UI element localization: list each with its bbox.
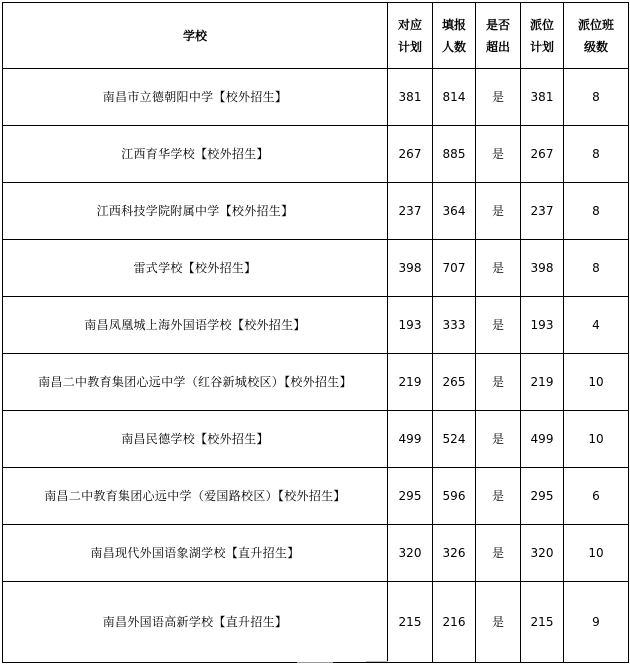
cell-school: 江西育华学校【校外招生】 bbox=[3, 126, 388, 183]
header-exceeded bbox=[476, 3, 521, 69]
cell-applicants: 326 bbox=[433, 525, 476, 582]
cell-applicants: 364 bbox=[433, 183, 476, 240]
table-row bbox=[3, 69, 629, 126]
table-row bbox=[3, 525, 629, 582]
cell-classes: 4 bbox=[564, 297, 629, 354]
cell-applicants: 707 bbox=[433, 240, 476, 297]
table-row bbox=[3, 354, 629, 411]
table-row bbox=[3, 468, 629, 525]
header-exceeded-line1: 是否 bbox=[485, 17, 510, 32]
cell-assigned: 215 bbox=[521, 582, 564, 663]
bottom-edge-mark bbox=[366, 661, 388, 662]
cell-classes: 8 bbox=[564, 69, 629, 126]
cell-school: 江西科技学院附属中学【校外招生】 bbox=[3, 183, 388, 240]
cell-school: 南昌二中教育集团心远中学（红谷新城校区）【校外招生】 bbox=[3, 354, 388, 411]
cell-assigned: 295 bbox=[521, 468, 564, 525]
cell-plan: 295 bbox=[388, 468, 433, 525]
header-school bbox=[3, 3, 388, 69]
header-school-label: 学校 bbox=[182, 28, 207, 43]
cell-school: 南昌二中教育集团心远中学（爱国路校区）【校外招生】 bbox=[3, 468, 388, 525]
header-plan-line1: 对应 bbox=[397, 17, 422, 32]
cell-school: 雷式学校【校外招生】 bbox=[3, 240, 388, 297]
table-row bbox=[3, 582, 629, 663]
cell-exceeded: 是 bbox=[476, 525, 521, 582]
cell-plan: 381 bbox=[388, 69, 433, 126]
header-classes-line1: 派位班 bbox=[577, 17, 614, 32]
cell-exceeded: 是 bbox=[476, 240, 521, 297]
cell-plan: 320 bbox=[388, 525, 433, 582]
cell-classes: 10 bbox=[564, 411, 629, 468]
header-plan bbox=[388, 3, 433, 69]
allocation-table bbox=[2, 2, 629, 663]
header-applicants bbox=[433, 3, 476, 69]
header-plan-line2: 计划 bbox=[397, 39, 422, 54]
cell-plan: 499 bbox=[388, 411, 433, 468]
cell-plan: 267 bbox=[388, 126, 433, 183]
header-applicants-line1: 填报 bbox=[441, 17, 466, 32]
cell-exceeded: 是 bbox=[476, 69, 521, 126]
cell-applicants: 524 bbox=[433, 411, 476, 468]
cell-assigned: 193 bbox=[521, 297, 564, 354]
table-row bbox=[3, 126, 629, 183]
cell-exceeded: 是 bbox=[476, 582, 521, 663]
cell-exceeded: 是 bbox=[476, 354, 521, 411]
cell-assigned: 267 bbox=[521, 126, 564, 183]
cell-classes: 9 bbox=[564, 582, 629, 663]
table-row bbox=[3, 297, 629, 354]
cell-plan: 193 bbox=[388, 297, 433, 354]
cell-school: 南昌外国语高新学校【直升招生】 bbox=[3, 582, 388, 663]
cell-plan: 398 bbox=[388, 240, 433, 297]
header-applicants-line2: 人数 bbox=[441, 39, 466, 54]
cell-exceeded: 是 bbox=[476, 468, 521, 525]
header-assigned-line1: 派位 bbox=[529, 17, 554, 32]
cell-classes: 10 bbox=[564, 354, 629, 411]
cell-assigned: 237 bbox=[521, 183, 564, 240]
header-exceeded-line2: 超出 bbox=[485, 39, 510, 54]
cell-applicants: 596 bbox=[433, 468, 476, 525]
cell-assigned: 320 bbox=[521, 525, 564, 582]
bottom-edge-mark bbox=[297, 662, 333, 663]
cell-assigned: 219 bbox=[521, 354, 564, 411]
cell-school: 南昌现代外国语象湖学校【直升招生】 bbox=[3, 525, 388, 582]
cell-exceeded: 是 bbox=[476, 183, 521, 240]
table-row bbox=[3, 411, 629, 468]
cell-plan: 215 bbox=[388, 582, 433, 663]
cell-assigned: 499 bbox=[521, 411, 564, 468]
cell-exceeded: 是 bbox=[476, 411, 521, 468]
header-classes bbox=[564, 3, 629, 69]
cell-applicants: 265 bbox=[433, 354, 476, 411]
table-row bbox=[3, 183, 629, 240]
cell-school: 南昌市立德朝阳中学【校外招生】 bbox=[3, 69, 388, 126]
cell-school: 南昌民德学校【校外招生】 bbox=[3, 411, 388, 468]
header-classes-line2: 级数 bbox=[583, 39, 608, 54]
cell-classes: 8 bbox=[564, 183, 629, 240]
cell-school: 南昌凤凰城上海外国语学校【校外招生】 bbox=[3, 297, 388, 354]
cell-classes: 8 bbox=[564, 126, 629, 183]
cell-assigned: 381 bbox=[521, 69, 564, 126]
cell-classes: 10 bbox=[564, 525, 629, 582]
cell-exceeded: 是 bbox=[476, 126, 521, 183]
cell-applicants: 814 bbox=[433, 69, 476, 126]
cell-plan: 237 bbox=[388, 183, 433, 240]
header-row bbox=[3, 3, 629, 69]
cell-applicants: 216 bbox=[433, 582, 476, 663]
cell-assigned: 398 bbox=[521, 240, 564, 297]
table-row bbox=[3, 240, 629, 297]
cell-classes: 8 bbox=[564, 240, 629, 297]
header-assigned-line2: 计划 bbox=[529, 39, 554, 54]
cell-applicants: 333 bbox=[433, 297, 476, 354]
cell-applicants: 885 bbox=[433, 126, 476, 183]
header-assigned bbox=[521, 3, 564, 69]
cell-classes: 6 bbox=[564, 468, 629, 525]
cell-plan: 219 bbox=[388, 354, 433, 411]
cell-exceeded: 是 bbox=[476, 297, 521, 354]
